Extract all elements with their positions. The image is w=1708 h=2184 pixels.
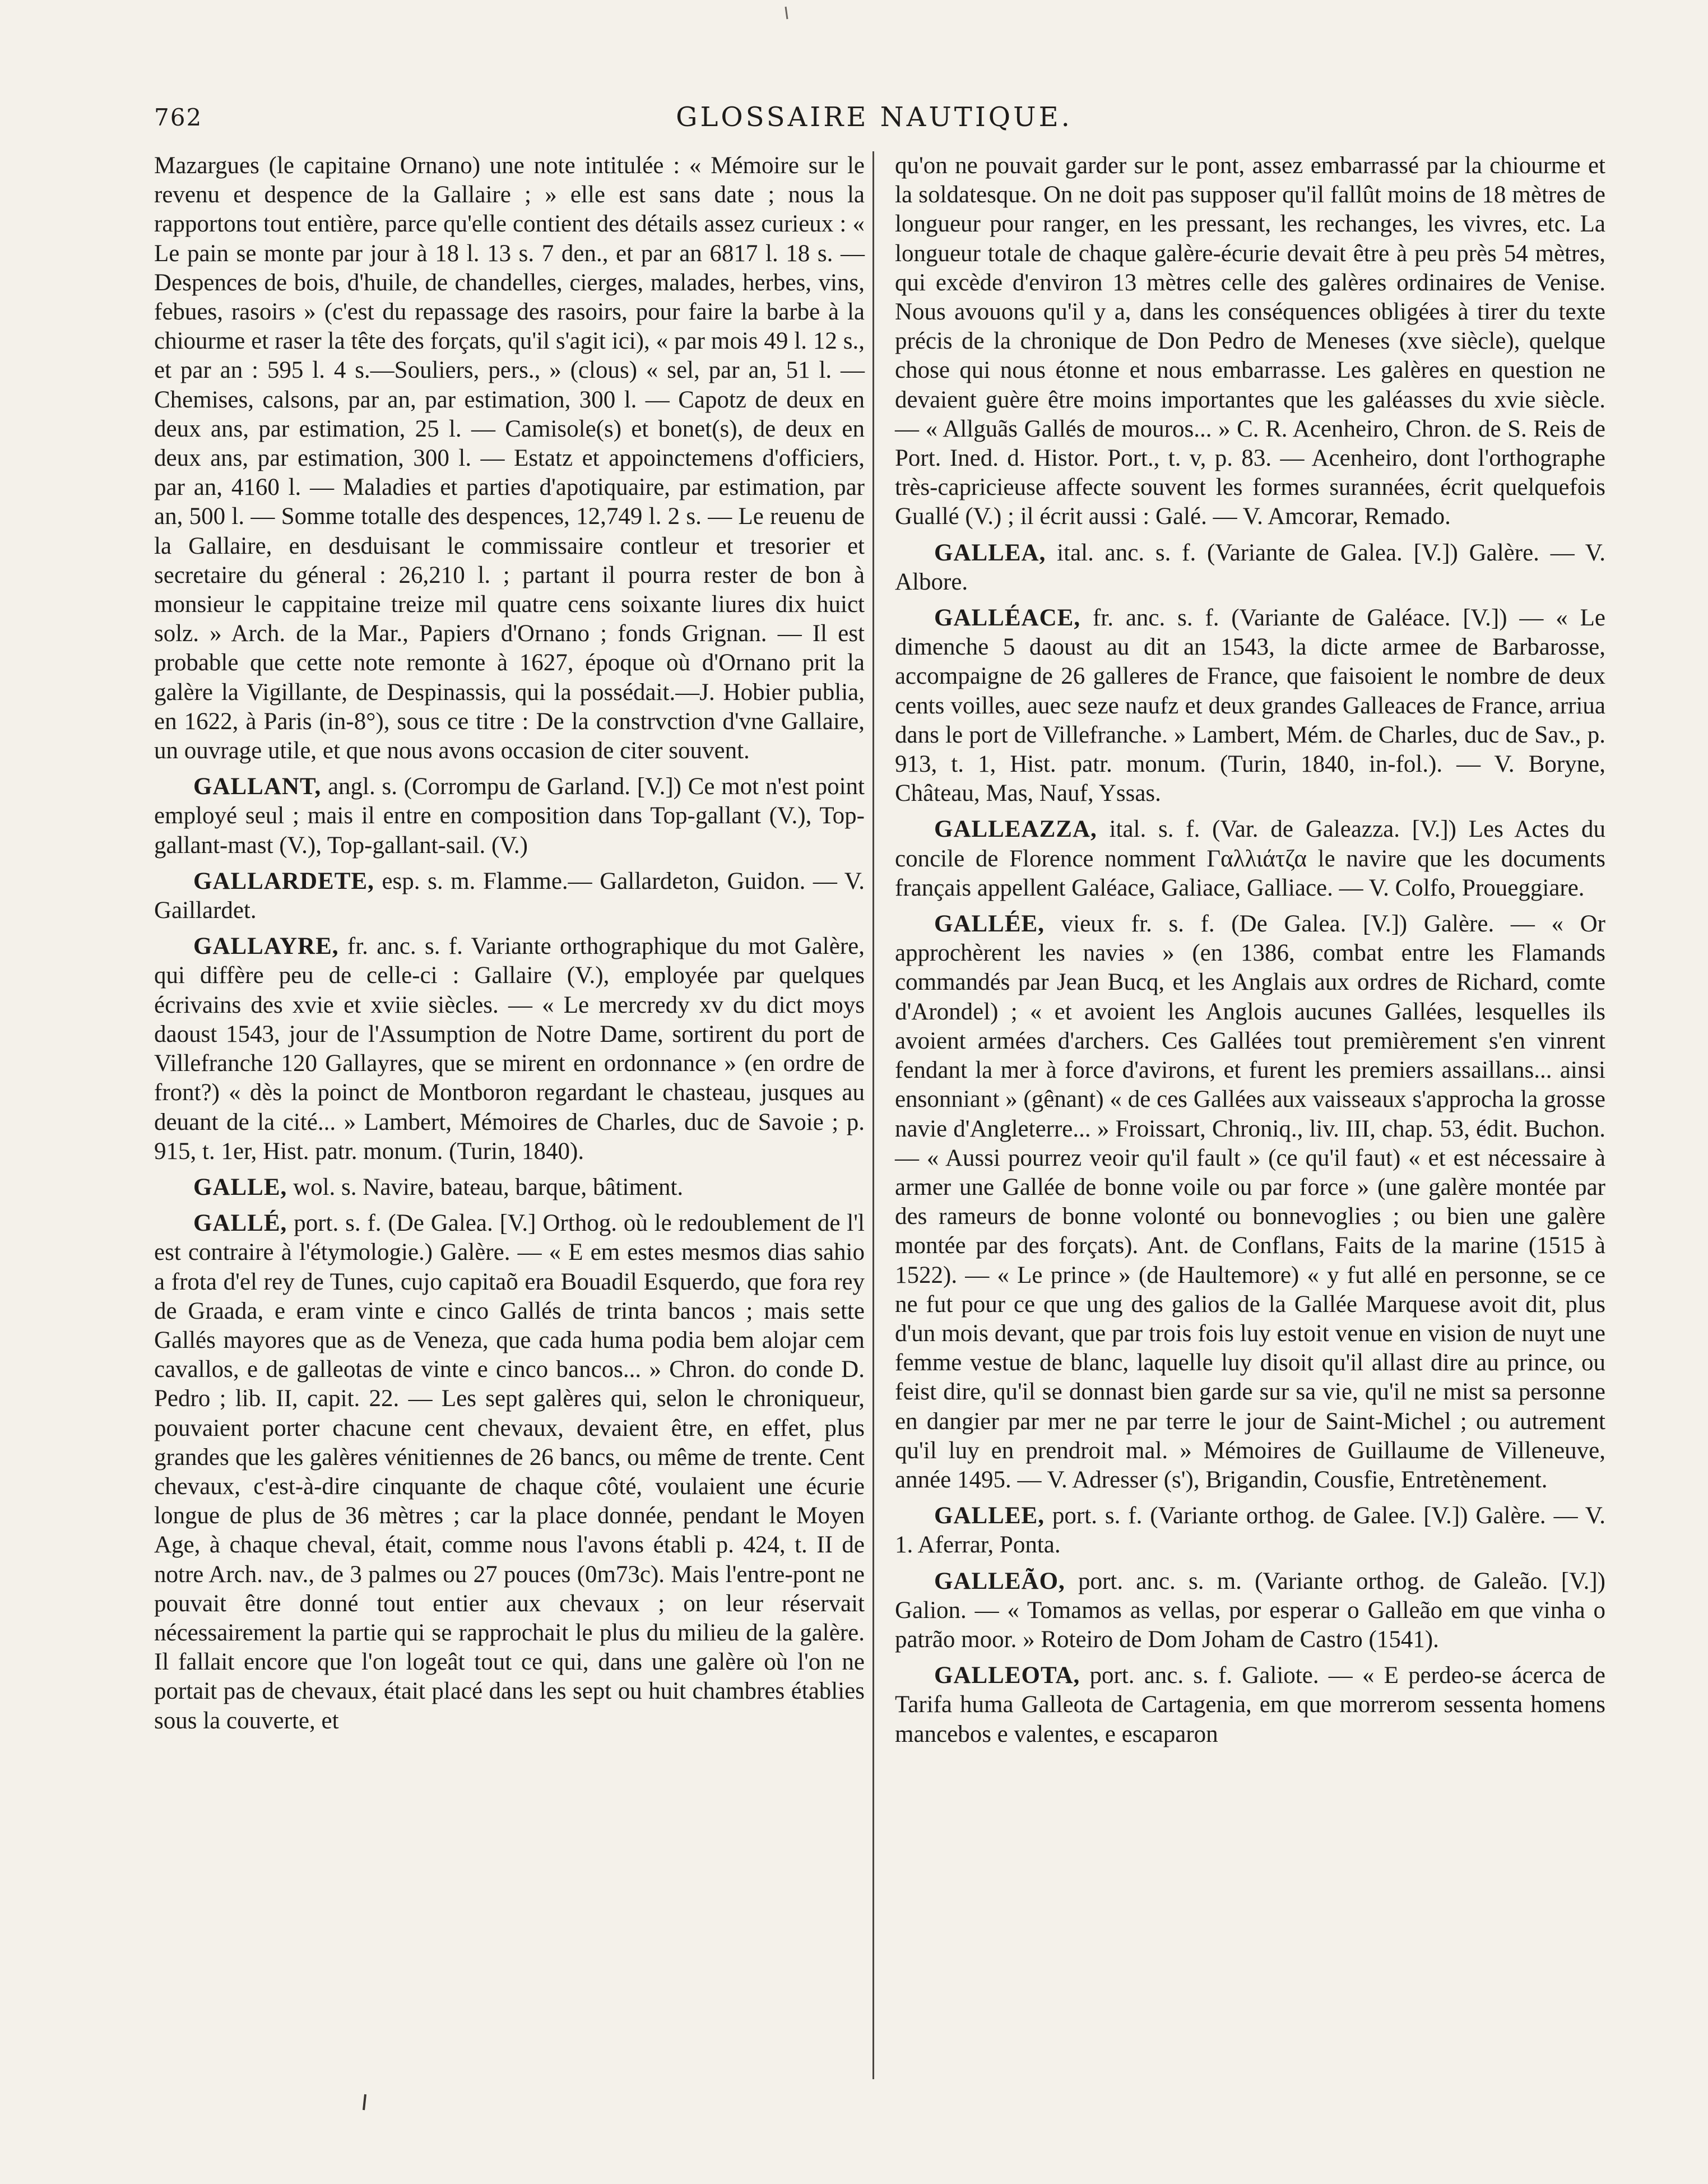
entry-text: esp. s. m. Flamme.— Gallardeton, Guidon. — V. Gaillardet. bbox=[154, 868, 865, 924]
entry-text: ital. s. f. (Var. de Galeazza. [V.]) Les Actes du concile de Florence nomment Γαλλιάτζα le navire que les documents français appellent Galéace, Galiace, Galliace. — V. Colfo, Proueggiare. bbox=[895, 816, 1605, 901]
entry-headword: GALLAYRE, bbox=[193, 933, 339, 960]
entry-headword: GALLEÃO, bbox=[934, 1568, 1065, 1594]
entry-headword: GALLARDETE, bbox=[193, 868, 374, 894]
page-number: 762 bbox=[154, 104, 203, 131]
entry-text: port. anc. s. m. (Variante orthog. de Galeão. [V.]) Galion. — « Tomamos as vellas, por esperar o Galleão em que vinha o patrão moor. » Roteiro de Dom Joham de Castro (1541). bbox=[895, 1568, 1605, 1653]
entry-text: qu'on ne pouvait garder sur le pont, assez embarrassé par la chiourme et la soldatesque. On ne doit pas supposer qu'il fallût moins de 18 mètres de longueur pour ranger, en les pressant, les rechanges, les vivres, etc. La longueur totale de chaque galère-écurie devait être à peu près 54 mètres, qui excède d'environ 13 mètres celle des galères ordinaires de Venise. Nous avouons qu'il y a, dans les conséquences obligées à tirer du texte précis de la chronique de Don Pedro de Meneses (xve siècle), quelque chose qui nous étonne et nous embarrasse. Les galères en question ne devaient guère être moins importantes que les galéasses du xvie siècle. — « Allguãs Gallés de mouros... » C. R. Acenheiro, Chron. de S. Reis de Port. Ined. d. Histor. Port., t. v, p. 83. — Acenheiro, dont l'orthographe très-capricieuse affecte souvent les formes surannées, écrit quelquefois Guallé (V.) ; il écrit aussi : Galé. — V. Amcorar, Remado. bbox=[895, 152, 1605, 530]
entry-headword: GALLEA, bbox=[934, 539, 1046, 566]
entry-text: Mazargues (le capitaine Ornano) une note intitulée : « Mémoire sur le revenu et despence de la Gallaire ; » elle est sans date ; nous la rapportons tout entière, parce qu'elle contient des détails assez curieux : « Le pain se monte par jour à 18 l. 13 s. 7 den., et par an 6817 l. 18 s. — Despences de bois, d'huile, de chandelles, cierges, malades, herbes, vins, febues, rasoirs » (c'est du repassage des rasoirs, pour faire la barbe à la chiourme et raser la tête des forçats, qu'il s'agit ici), « par mois 49 l. 12 s., et par an : 595 l. 4 s.—Souliers, pers., » (clous) « sel, par an, 51 l. —Chemises, calsons, par an, par estimation, 300 l. — Capotz de deux en deux ans, par estimation, 25 l. — Camisole(s) et bonet(s), de deux en deux ans, par estimation, 300 l. — Estatz et appoinctemens d'officiers, par an, 4160 l. — Maladies et parties d'apotiquaire, par estimation, par an, 500 l. — Somme totalle des despences, 12,749 l. 2 s. — Le reuenu de la Gallaire, en desduisant le commissaire contleur et tresorier et secretaire du géneral : 26,210 l. ; partant il pourra rester de bon à monsieur le cappitaine treize mil quatre cens soixante liures dix huict solz. » Arch. de la Mar., Papiers d'Ornano ; fonds Grignan. — Il est probable que cette note remonte à 1627, époque où d'Ornano prit la galère la Vigillante, de Despinassis, qui la possédait.—J. Hobier publia, en 1622, à Paris (in-8°), sous ce titre : De la constrvction d'vne Gallaire, un ouvrage utile, et que nous avons occasion de citer souvent. bbox=[154, 152, 865, 764]
entry-text: angl. s. (Corrompu de Garland. [V.]) Ce mot n'est point employé seul ; mais il entre en composition dans Top-gallant (V.), Top-gallant-mast (V.), Top-gallant-sail. (V.) bbox=[154, 773, 865, 859]
entry-headword: GALLEE, bbox=[934, 1503, 1045, 1529]
entry-text: vieux fr. s. f. (De Galea. [V.]) Galère. — « Or approchèrent les navies » (en 1386, combat entre les Flamands commandés par Jean Bucq, et les Anglais aux ordres de Richard, comte d'Arondel) ; « et avoient les Anglois aucunes Gallées, lesquelles ils avoient armées d'archers. Ces Gallées tout premièrement s'en vinrent fendant la mer à force d'avirons, et furent les premiers assaillans... ainsi ensonniant » (gênant) « de ces Gallées aux vaisseaux s'approcha la grosse navie d'Angleterre... » Froissart, Chroniq., liv. III, chap. 53, édit. Buchon. — « Aussi pourrez veoir qu'il fault » (ce qu'il faut) « et est nécessaire à armer une Gallée de bonne voile ou par force » (une galère montée par des rameurs de bonne volonté ou bonnevoglies ; ou bien une galère montée par des forçats). Ant. de Conflans, Faits de la marine (1515 à 1522). — « Le prince » (de Haultemore) « y fut allé en personne, se ce ne fut pour ce que ung des galios de la Gallée Marquese avoit dit, plus d'un mois devant, que par trois fois luy estoit venue en vision de nuyt une femme vestue de blanc, laquelle luy disoit qu'il allast dire au prince, ou feist dire, qu'il se donnast bien garde sur sa vie, qu'il ne mist sa personne en dangier par mer ne par terre le jour de Saint-Michel ; ou autrement qu'il luy en prendroit mal. » Mémoires de Guillaume de Villeneuve, année 1495. — V. Adresser (s'), Brigandin, Cousfie, Entretènement. bbox=[895, 911, 1605, 1493]
entry-headword: GALLE, bbox=[193, 1174, 287, 1200]
entry-headword: GALLÉACE, bbox=[934, 605, 1081, 632]
running-title: GLOSSAIRE NAUTIQUE. bbox=[676, 101, 1073, 133]
entry-text: port. s. f. (Variante orthog. de Galee. [V.]) Galère. — V. 1. Aferrar, Ponta. bbox=[895, 1503, 1606, 1559]
entry-text: fr. anc. s. f. (Variante de Galéace. [V.]) — « Le dimenche 5 daoust au dit an 1543, la dicte armee de Barbarosse, accompaigne de 26 galleres de France, que faisoient le nombre de deux cents voilles, auec seze naufz et deux grandes Galleaces de France, arriua dans le port de Villefranche. » Lambert, Mém. de Charles, duc de Sav., p. 913, t. 1, Hist. patr. monum. (Turin, 1840, in-fol.). — V. Boryne, Château, Mas, Nauf, Yssas. bbox=[895, 605, 1606, 807]
entry-text: port. s. f. (De Galea. [V.] Orthog. où le redoublement de l'l est contraire à l'étymologie.) Galère. — « E em estes mesmos dias sahio a frota d'el rey de Tunes, cujo capitaõ era Bouadil Esquerdo, que fora rey de Graada, e eram vinte e cinco Gallés de trinta bancos ; mais sette Gallés mayores que as de Veneza, que cada huma podia bem alojar cem cavallos, e de galleotas de vinte e cinco bancos... » Chron. do conde D. Pedro ; lib. II, capit. 22. — Les sept galères qui, selon le chroniqueur, pouvaient porter chacune cent chevaux, devaient être, en effet, plus grandes que les galères vénitiennes de 26 bancs, ou même de trente. Cent chevaux, c'est-à-dire cinquante de chaque côté, voulaient une écurie longue de plus de 36 mètres ; car la place donnée, pendant le Moyen Age, à chaque cheval, était, comme nous l'avons établi p. 424, t. II de notre Arch. nav., de 3 palmes ou 27 pouces (0m73c). Mais l'entre-pont ne pouvait être donné tout entier aux chevaux ; on leur réservait nécessairement la partie qui se rapprochait le plus du milieu de la galère. Il fallait encore que l'on logeât tout ce qui, dans une galère où l'on ne portait pas de chevaux, était placé dans les sept ou huit chambres établies sous la couverte, et bbox=[154, 1210, 865, 1734]
entry-text: wol. s. Navire, bateau, barque, bâtiment. bbox=[293, 1174, 684, 1200]
entry-text: fr. anc. s. f. Variante orthographique du mot Galère, qui diffère peu de celle-ci : Gallaire (V.), employée par quelques écrivains des xvie et xviie siècles. — « Le mercredy xv du dict moys daoust 1543, jour de l'Assumption de Notre Dame, sortirent du port de Villefranche 120 Gallayres, que se mirent en ordonnance » (en ordre de front?) « dès la poinct de Montboron regardant le chasteau, jusques au deuant de la cité... » Lambert, Mémoires de Charles, duc de Savoie ; p. 915, t. 1er, Hist. patr. monum. (Turin, 1840). bbox=[154, 933, 865, 1165]
entry-headword: GALLEOTA, bbox=[934, 1662, 1080, 1689]
entry-headword: GALLÉE, bbox=[934, 911, 1045, 938]
entry-headword: GALLEAZZA, bbox=[934, 816, 1097, 843]
entry-headword: GALLÉ, bbox=[193, 1210, 287, 1237]
entry-text: ital. anc. s. f. (Variante de Galea. [V.]) Galère. — V. Albore. bbox=[895, 539, 1605, 595]
entry-headword: GALLANT, bbox=[193, 773, 322, 800]
entry-text: port. anc. s. f. Galiote. — « E perdeo-se ácerca de Tarifa huma Galleota de Cartagenia, em que morrerom sessenta homens mancebos e valentes, e escaparon bbox=[895, 1662, 1605, 1747]
